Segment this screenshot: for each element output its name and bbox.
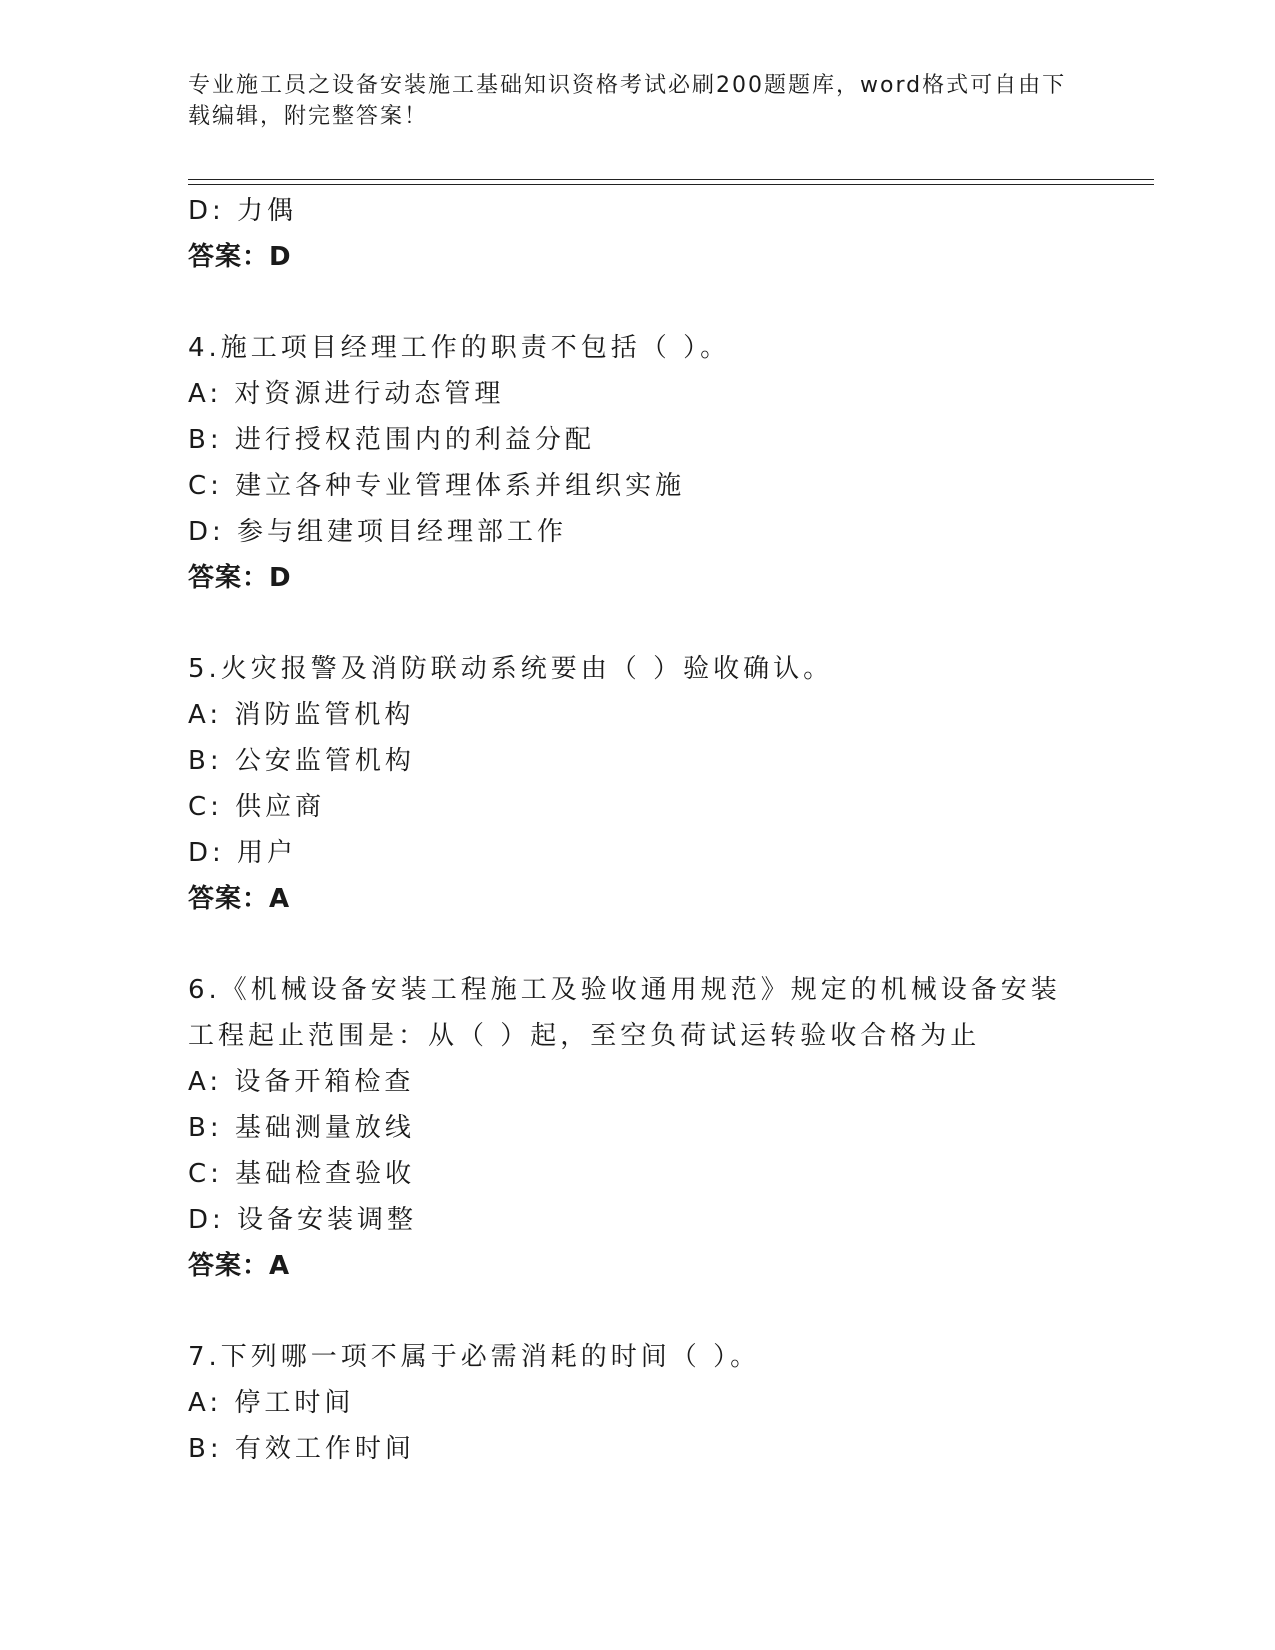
option-a: A: 停工时间 [188,1388,355,1418]
question-5 [188,646,1088,922]
option-a: A: 设备开箱检查 [188,1067,415,1097]
question-6 [188,967,1088,1289]
question-7 [188,1334,1088,1472]
option-c: C: 供应商 [188,792,326,822]
question-4 [188,325,1088,601]
option-b: B: 进行授权范围内的利益分配 [188,425,595,455]
option-b: B: 有效工作时间 [188,1434,415,1464]
question-stem: 6.《机械设备安装工程施工及验收通用规范》规定的机械设备安装工程起止范围是：从（ ）起，至空负荷试运转验收合格为止 [188,975,1061,1051]
option-a: A: 对资源进行动态管理 [188,379,505,409]
spacer [188,922,1088,967]
question-stem: 7.下列哪一项不属于必需消耗的时间（ ）。 [188,1342,761,1372]
question-3-tail [188,188,1088,280]
document-header: 专业施工员之设备安装施工基础知识资格考试必刷200题题库，word格式可自由下载编辑，附完整答案！ [188,73,1067,129]
option-b: B: 基础测量放线 [188,1113,415,1143]
question-stem: 4.施工项目经理工作的职责不包括（ ）。 [188,333,731,363]
question-stem: 5.火灾报警及消防联动系统要由（ ）验收确认。 [188,654,834,684]
spacer [188,280,1088,325]
option-c: C: 基础检查验收 [188,1159,416,1189]
spacer [188,1289,1088,1334]
question-list [188,188,1088,1472]
header-divider-top [188,179,1154,180]
option-d: D: 参与组建项目经理部工作 [188,517,568,547]
answer-line: 答案：A [188,1251,291,1281]
option-d: D: 用户 [188,838,298,868]
answer-line: 答案：D [188,563,292,593]
option-d: D: 力偶 [188,196,298,226]
option-a: A: 消防监管机构 [188,700,415,730]
option-b: B: 公安监管机构 [188,746,415,776]
header-divider-bottom [188,184,1154,185]
spacer [188,601,1088,646]
option-c: C: 建立各种专业管理体系并组织实施 [188,471,686,501]
answer-line: 答案：A [188,884,291,914]
option-d: D: 设备安装调整 [188,1205,418,1235]
answer-line: 答案：D [188,242,292,272]
